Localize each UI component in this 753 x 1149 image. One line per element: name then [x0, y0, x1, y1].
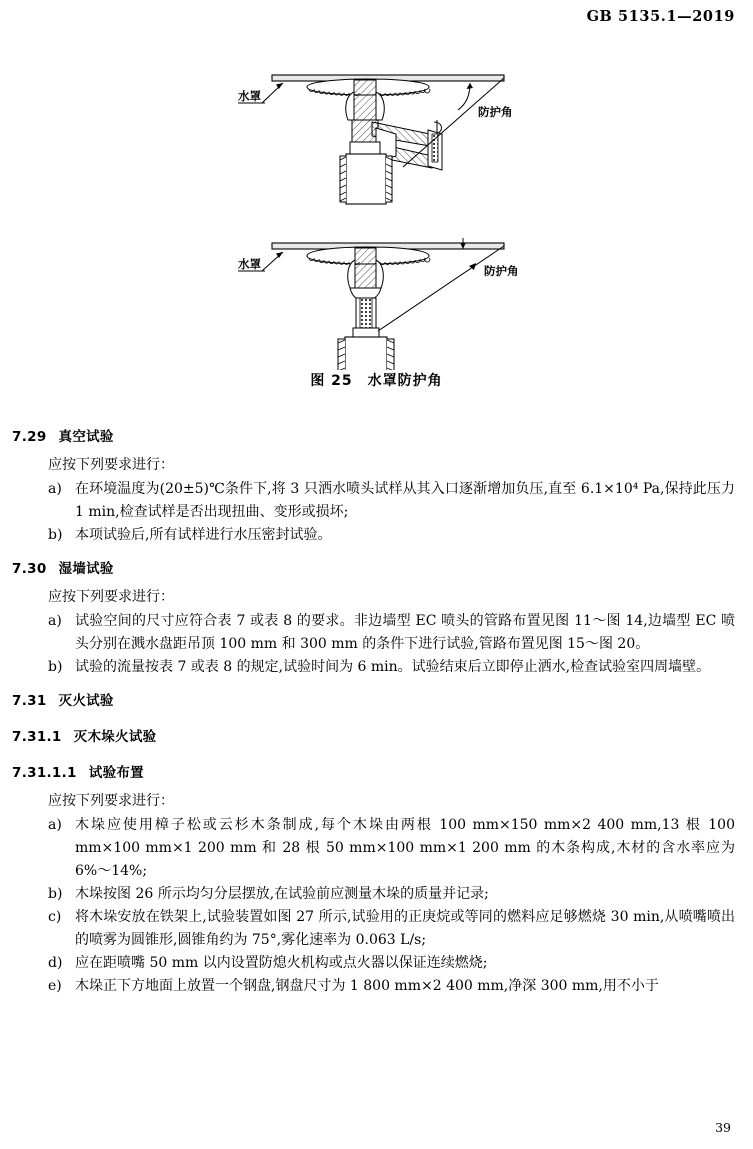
diagram-top-label-left: 水罩	[238, 89, 261, 103]
list-item-text: 试验空间的尺寸应符合表 7 或表 8 的要求。非边墙型 EC 喷头的管路布置见图 11～图 14,边墙型 EC 喷头分别在溅水盘距吊顶 100 mm 和 300 mm 的条件下进行试验,管路布置见图 15～图 20。	[75, 613, 735, 652]
list-item	[0, 975, 753, 998]
heading-7-31-1-number: 7.31.1	[12, 729, 62, 745]
list-item	[0, 952, 753, 975]
heading-7-31-1-1-number: 7.31.1.1	[12, 765, 77, 781]
list-marker: b)	[48, 886, 63, 902]
page-header-standard-code: GB 5135.1—2019	[586, 8, 735, 25]
list-item	[0, 906, 753, 952]
list-item-text: 将木垛安放在铁架上,试验装置如图 27 所示,试验用的正庚烷或等同的燃料应足够燃烧 30 min,从喷嘴喷出的喷雾为圆锥形,圆锥角约为 75°,雾化速率为 0.063 L/s;	[75, 909, 735, 948]
heading-7-31-1-1-title: 试验布置	[88, 765, 144, 781]
page-number: 39	[715, 1120, 731, 1135]
diagram-bottom-label-right: 防护角	[484, 264, 519, 278]
list-item	[0, 814, 753, 883]
list-marker: a)	[48, 481, 62, 497]
list-item-text: 木垛应使用樟子松或云杉木条制成,每个木垛由两根 100 mm×150 mm×2 400 mm,13 根 100 mm×100 mm×1 200 mm 和 28 根 50 mm×100 mm×1 200 mm 的木条构成,木材的含水率应为 6%～14%;	[75, 817, 735, 879]
list-item-text: 木垛正下方地面上放置一个钢盘,钢盘尺寸为 1 800 mm×2 400 mm,净深 300 mm,用不小于	[75, 978, 659, 994]
para-7-31-1-1-intro: 应按下列要求进行：	[48, 793, 174, 809]
diagram-top-label-right: 防护角	[478, 105, 513, 119]
diagram-bottom-label-left: 水罩	[238, 257, 261, 271]
list-item	[0, 478, 753, 524]
list-7-29	[0, 478, 753, 547]
figure-25-diagrams	[0, 30, 753, 370]
list-item	[0, 524, 753, 547]
list-item-text: 本项试验后,所有试样进行水压密封试验。	[75, 527, 332, 543]
list-marker: e)	[48, 978, 62, 994]
list-marker: b)	[48, 659, 63, 675]
para-7-29-intro: 应按下列要求进行：	[48, 457, 174, 473]
heading-7-29	[0, 415, 753, 451]
diagram-bottom-concealed-sprinkler	[238, 238, 519, 370]
heading-7-31-1-1	[0, 751, 753, 787]
list-marker: a)	[48, 613, 62, 629]
figure-25-svg	[0, 30, 753, 370]
heading-7-31-number: 7.31	[12, 693, 47, 709]
heading-7-31	[0, 679, 753, 715]
list-marker: d)	[48, 955, 63, 971]
heading-7-30-number: 7.30	[12, 561, 47, 577]
heading-7-31-1	[0, 715, 753, 751]
list-item-text: 在环境温度为(20±5)℃条件下,将 3 只洒水喷头试样从其入口逐渐增加负压,直至 6.1×10⁴ Pa,保持此压力 1 min,检查试样是否出现扭曲、变形或损坏;	[75, 481, 735, 520]
list-item	[0, 883, 753, 906]
list-item-text: 应在距喷嘴 50 mm 以内设置防熄火机构或点火器以保证连续燃烧;	[75, 955, 488, 971]
heading-7-31-title: 灭火试验	[58, 693, 114, 709]
diagram-top-pendent-sprinkler	[238, 75, 513, 204]
list-marker: b)	[48, 527, 63, 543]
document-body	[0, 415, 753, 998]
list-marker: a)	[48, 817, 62, 833]
heading-7-31-1-title: 灭木垛火试验	[73, 729, 157, 745]
list-item-text: 木垛按图 26 所示均匀分层摆放,在试验前应测量木垛的质量并记录;	[75, 886, 489, 902]
list-item	[0, 610, 753, 656]
para-7-30-intro: 应按下列要求进行：	[48, 589, 174, 605]
list-7-31-1-1	[0, 814, 753, 998]
heading-7-30	[0, 547, 753, 583]
list-marker: c)	[48, 909, 62, 925]
list-item-text: 试验的流量按表 7 或表 8 的规定,试验时间为 6 min。试验结束后立即停止洒水,检查试验室四周墙壁。	[75, 659, 711, 675]
list-item	[0, 656, 753, 679]
heading-7-29-number: 7.29	[12, 429, 47, 445]
list-7-30	[0, 610, 753, 679]
heading-7-29-title: 真空试验	[58, 429, 114, 445]
heading-7-30-title: 湿墙试验	[58, 561, 114, 577]
figure-25-caption: 图 25 水罩防护角	[310, 373, 443, 389]
